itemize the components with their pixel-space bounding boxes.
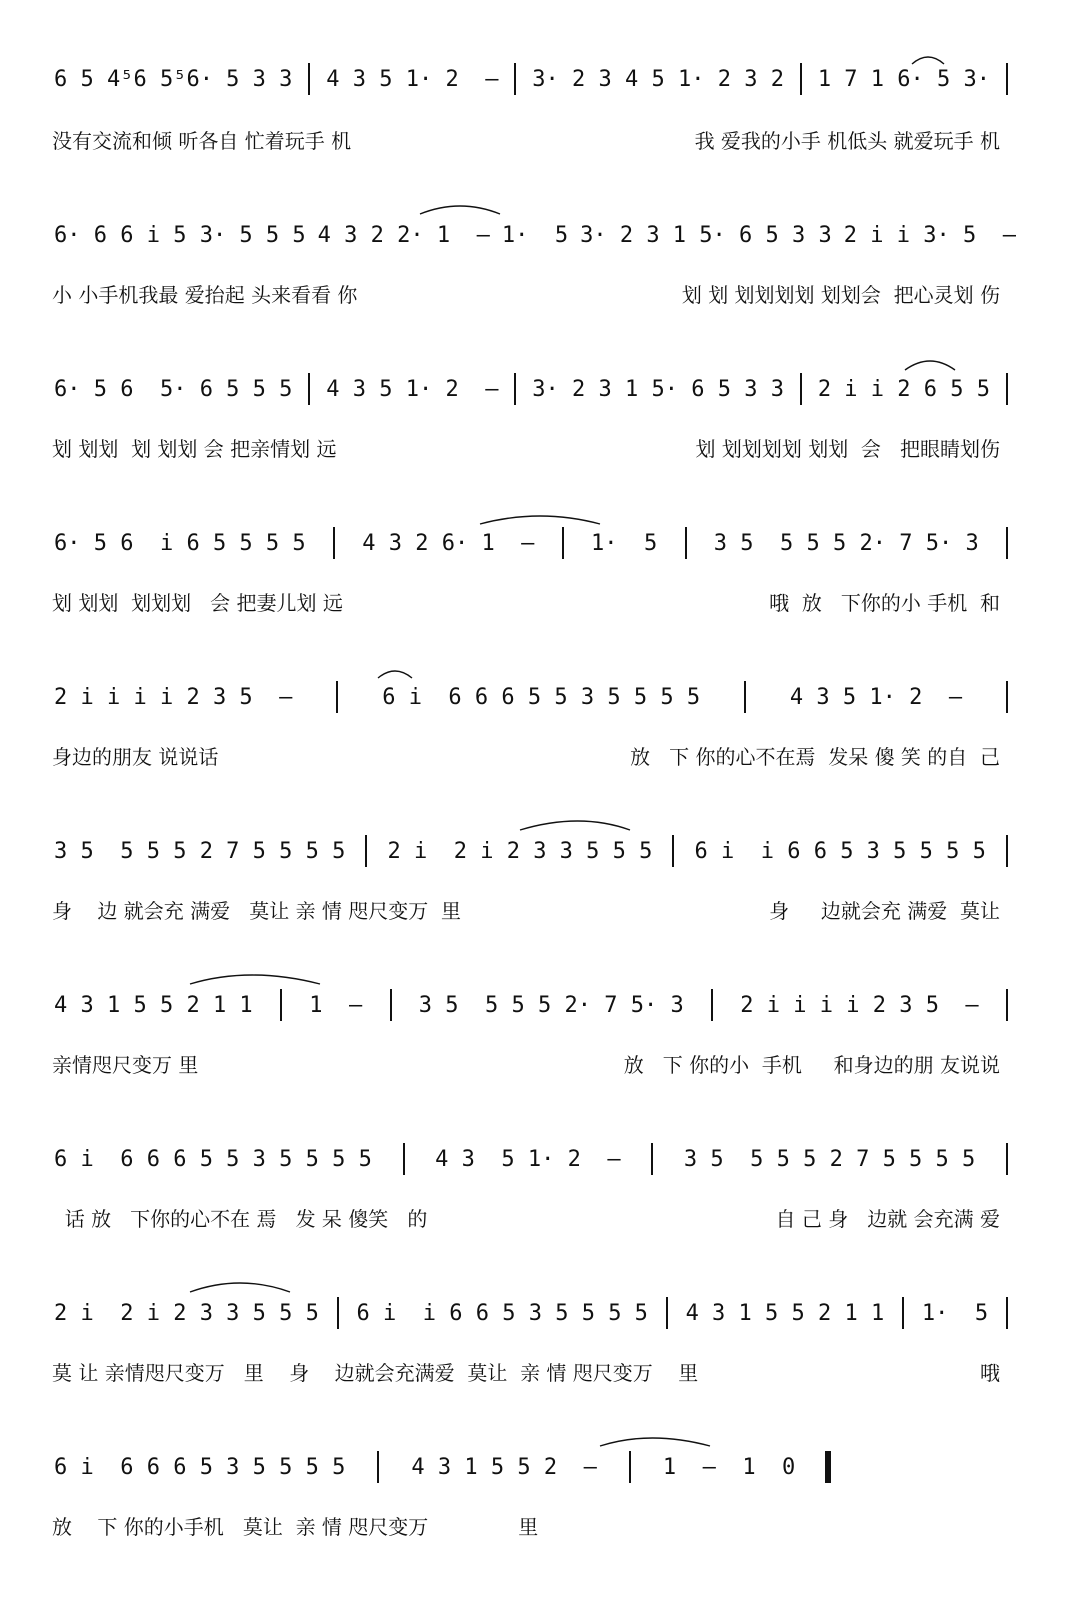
- barline: [666, 1297, 668, 1329]
- lyric-line-4: [0, 586, 1072, 616]
- measure: 3 5 5 5 5 2 7 5 5 5 5: [54, 838, 346, 864]
- measure: 4 3 5 1· 2 –: [435, 1146, 621, 1172]
- measure: 6· 6 6 i 5 3· 5 5 5: [54, 222, 306, 248]
- measure: 1 –: [309, 992, 363, 1018]
- measure: 3· 2 3 4 5 1· 2 3 2: [532, 66, 784, 92]
- lyric-text: 没有交流和倾 听各自 忙着玩手 机: [52, 128, 352, 153]
- lyric-text: 亲情咫尺变万 里: [52, 1052, 199, 1077]
- barline: [629, 1451, 631, 1483]
- lyric-text: 放 下 你的小手机 莫让 亲 情 咫尺变万: [52, 1514, 429, 1539]
- lyric-line-6: [0, 894, 1072, 924]
- measure: 6 i 6 6 6 5 5 3 5 5 5 5: [54, 1146, 372, 1172]
- lyric-text: 划 划 划划划划 划划会 把心灵划 伤: [681, 282, 1000, 307]
- barline: [651, 1143, 653, 1175]
- tie-mark: [190, 975, 320, 984]
- measure: 4 3 1 5 5 2 1 1: [685, 1300, 885, 1326]
- measure: 4 3 5 1· 2 –: [326, 66, 499, 92]
- measure: 3· 2 3 1 5· 6 5 3 3: [580, 222, 832, 248]
- notation-line-7: [0, 988, 1072, 1022]
- measure: 1 7 1 6· 5 3·: [817, 66, 990, 92]
- lyric-text: 放 下 你的心不在焉 发呆 傻 笑 的自 己: [630, 744, 1000, 769]
- measure: 4 3 5 1· 2 –: [789, 684, 963, 710]
- measure: 3 5 5 5 5 2· 7 5· 3: [713, 530, 979, 556]
- notation-line-8: [0, 1142, 1072, 1176]
- measure: 1· 5: [590, 530, 658, 556]
- notation-line-9: [0, 1296, 1072, 1330]
- measure: 2 i i 2 6 5 5: [817, 376, 990, 402]
- lyric-line-5: [0, 740, 1072, 770]
- notation-line-10: [0, 1450, 1072, 1484]
- barline: [308, 373, 310, 405]
- slur-mark: [905, 361, 955, 370]
- final-barline: [825, 1451, 831, 1483]
- measure: 6· 5 6 5· 6 5 5 5: [54, 376, 293, 402]
- lyric-text: 自 己 身 边就 会充满 爱: [775, 1206, 1000, 1231]
- notation-line-3: [0, 372, 1072, 406]
- measure: 6· 5 6 i 6 5 5 5 5: [54, 530, 306, 556]
- lyric-text: 里: [518, 1514, 539, 1539]
- measure: 4 3 5 1· 2 –: [326, 376, 499, 402]
- lyric-text: 我 爱我的小手 机低头 就爱玩手 机: [694, 128, 1000, 153]
- barline: [377, 1451, 379, 1483]
- measure: 6 i 6 6 6 5 3 5 5 5 5: [54, 1454, 346, 1480]
- measure: 6 5 4⁵6 5⁵6· 5 3 3: [54, 66, 293, 92]
- lyric-line-3: [0, 432, 1072, 462]
- slur-mark: [378, 671, 412, 678]
- slur-mark: [520, 821, 630, 830]
- lyric-text: 话 放 下你的心不在 焉 发 呆 傻笑 的: [52, 1206, 428, 1231]
- measure: 6 i 6 6 6 5 5 3 5 5 5 5: [382, 684, 701, 710]
- measure: 6 i i 6 6 5 3 5 5 5 5: [356, 1300, 648, 1326]
- measure: 2 i 2 i 2 3 3 5 5 5: [387, 838, 653, 864]
- lyric-text: 放 下 你的小 手机 和身边的朋 友说说: [623, 1052, 1000, 1077]
- measure: 1· 5: [921, 1300, 989, 1326]
- lyric-text: 哦: [980, 1360, 1000, 1385]
- lyric-line-10: [0, 1510, 1072, 1540]
- barline: [685, 527, 687, 559]
- barline: [902, 1297, 904, 1329]
- lyric-line-1: [0, 124, 1072, 154]
- tie-mark: [480, 516, 600, 524]
- measure: 2 i i i i 2 3 5 –: [740, 992, 979, 1018]
- measure: 6 i i 6 6 5 3 5 5 5 5: [694, 838, 986, 864]
- lyric-text: 小 小手机我最 爱抬起 头来看看 你: [52, 282, 358, 307]
- lyric-text: 身边的朋友 说说话: [52, 744, 219, 769]
- measure: 2 i 2 i 2 3 3 5 5 5: [54, 1300, 319, 1326]
- barline: [1006, 1143, 1008, 1175]
- barline: [280, 989, 282, 1021]
- measure: 2 i i i i 2 3 5 –: [54, 684, 293, 710]
- barline: [333, 527, 335, 559]
- measure: 3 5 5 5 5 2 7 5 5 5 5: [683, 1146, 976, 1172]
- lyric-line-9: [0, 1356, 1072, 1386]
- barline: [308, 63, 310, 95]
- notation-line-1: [0, 62, 1072, 96]
- notation-line-5: [0, 680, 1072, 714]
- lyric-line-2: [0, 278, 1072, 308]
- barline: [336, 681, 338, 713]
- barline: [800, 63, 802, 95]
- notation-line-6: [0, 834, 1072, 868]
- tie-mark: [420, 206, 500, 214]
- measure: 3 5 5 5 5 2· 7 5· 3: [418, 992, 684, 1018]
- barline: [800, 373, 802, 405]
- barline: [403, 1143, 405, 1175]
- lyric-text: 身 边 就会充 满爱 莫让 亲 情 咫尺变万 里: [52, 898, 462, 923]
- measure: 4 3 1 5 5 2 –: [411, 1454, 597, 1480]
- measure: 3· 2 3 1 5· 6 5 3 3: [532, 376, 784, 402]
- barline: [514, 373, 516, 405]
- lyric-line-8: [0, 1202, 1072, 1232]
- lyric-line-7: [0, 1048, 1072, 1078]
- barline: [1006, 1297, 1008, 1329]
- barline: [365, 835, 367, 867]
- barline: [1006, 373, 1008, 405]
- barline: [672, 835, 674, 867]
- barline: [1006, 835, 1008, 867]
- lyric-text: 划 划划 划划划 会 把妻儿划 远: [52, 590, 343, 615]
- measure: 1· 5: [501, 222, 569, 248]
- slur-mark: [190, 1283, 290, 1292]
- lyric-text: 身 边就会充 满爱 莫让: [769, 898, 1000, 923]
- lyric-text: 划 划划 划 划划 会 把亲情划 远: [52, 436, 337, 461]
- barline: [562, 527, 564, 559]
- notation-line-2: [0, 218, 1072, 252]
- measure: 1 – 1 0: [662, 1454, 796, 1480]
- barline: [1006, 681, 1008, 713]
- barline: [390, 989, 392, 1021]
- measure: 2 i i 3· 5 –: [843, 222, 1016, 248]
- lyric-text: 莫 让 亲情咫尺变万 里 身 边就会充满爱 莫让 亲 情 咫尺变万 里: [52, 1360, 699, 1385]
- lyric-text: 哦 放 下你的小 手机 和: [769, 590, 1000, 615]
- barline: [711, 989, 713, 1021]
- tie-mark: [600, 1438, 710, 1446]
- barline: [1006, 63, 1008, 95]
- measure: 4 3 1 5 5 2 1 1: [54, 992, 253, 1018]
- measure: 4 3 2 6· 1 –: [362, 530, 535, 556]
- barline: [1006, 989, 1008, 1021]
- barline: [514, 63, 516, 95]
- lyric-text: 划 划划划划 划划 会 把眼睛划伤: [695, 436, 1000, 461]
- barline: [744, 681, 746, 713]
- barline: [1006, 527, 1008, 559]
- measure: 4 3 2 2· 1 –: [317, 222, 490, 248]
- notation-line-4: [0, 526, 1072, 560]
- barline: [337, 1297, 339, 1329]
